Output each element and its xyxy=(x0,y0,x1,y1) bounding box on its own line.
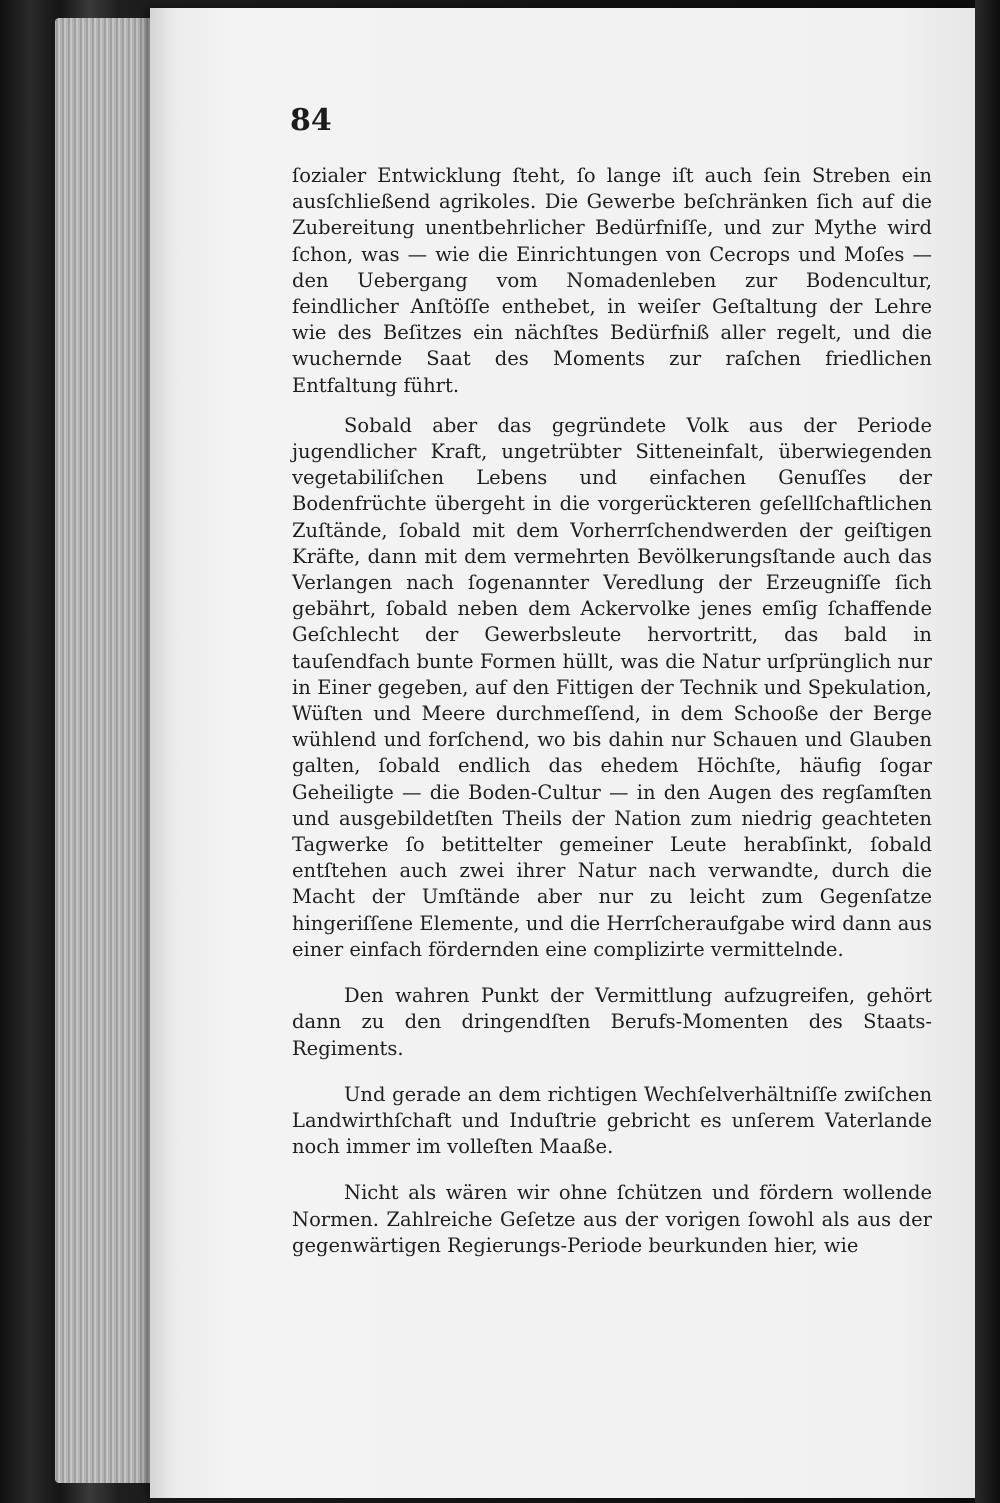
paragraph-5: Nicht als wären wir ohne ſchützen und fördern wollende Normen. Zahlreiche Geſetze aus der vorigen ſowohl als aus der gegenwärtigen Regierungs-Periode beurkunden hier, wie xyxy=(292,1181,932,1257)
book-page xyxy=(150,8,975,1498)
paragraph-2: Sobald aber das gegründete Volk aus der Periode jugendlicher Kraft, ungetrübter Sitteneinfalt, überwiegenden vegetabiliſchen Lebens und einfachen Genuſſes der Bodenfrüchte übergeht in die vorgerückteren geſellſchaftlichen Zuſtände, ſobald mit dem Vorherrſchendwerden der geiſtigen Kräfte, dann mit dem vermehrten Bevölkerungsſtande auch das Verlangen nach ſogenannter Veredlung der Erzeugniſſe ſich gebährt, ſobald neben dem Ackervolke jenes emſig ſchaffende Geſchlecht der Gewerbsleute hervortritt, das bald in tauſendfach bunte Formen hüllt, was die Natur urſprünglich nur in Einer gegeben, auf den Fittigen der Technik und Spekulation, Wüſten und Meere durchmeſſend, in dem Schooße der Berge wühlend und forſchend, wo bis dahin nur Schauen und Glauben galten, ſobald endlich das ehedem Höchſte, häufig ſogar Geheiligte — die Boden-Cultur — in den Augen des regſamſten und ausgebildetſten Theils der Nation zum niedrig geachteten Tagwerke ſo betittelter gemeiner Leute herabſinkt, ſobald entſtehen auch zwei ihrer Natur nach verwandte, durch die Macht der Umſtände aber nur zu leicht zum Gegenſatze hingeriſſene Elemente, und die Herrſcheraufgabe wird dann aus einer einfach fördernden eine complizirte vermittelnde. xyxy=(292,413,932,961)
paragraph-4: Und gerade an dem richtigen Wechſelverhältniſſe zwiſchen Landwirthſchaft und Induſtrie gebricht es unſerem Vaterlande noch immer im volleſten Maaße. xyxy=(292,1082,932,1159)
page-text xyxy=(292,163,932,1259)
paragraph-1: ſozialer Entwicklung ſteht, ſo lange iſt auch ſein Streben ein ausſchließend agrikoles. Die Gewerbe beſchränken ſich auf die Zubereitung unentbehrlicher Bedürfniſſe, und zur Mythe wird ſchon, was — wie die Einrichtungen von Cecrops und Moſes — den Uebergang vom Nomadenleben zur Bodencultur, feindlicher Anſtöſſe enthebet, in weiſer Geſtaltung der Lehre wie des Beſitzes ein nächſtes Bedürfniß aller regelt, und die wuchernde Saat des Moments zur raſchen friedlichen Entfaltung führt. xyxy=(292,164,932,397)
page-number: 84 xyxy=(290,103,332,138)
paragraph-3: Den wahren Punkt der Vermittlung aufzugreifen, gehört dann zu den dringendſten Berufs-Momenten des Staats-Regiments. xyxy=(292,984,932,1060)
right-binding-edge xyxy=(975,0,1000,1503)
page-edges xyxy=(55,18,160,1483)
